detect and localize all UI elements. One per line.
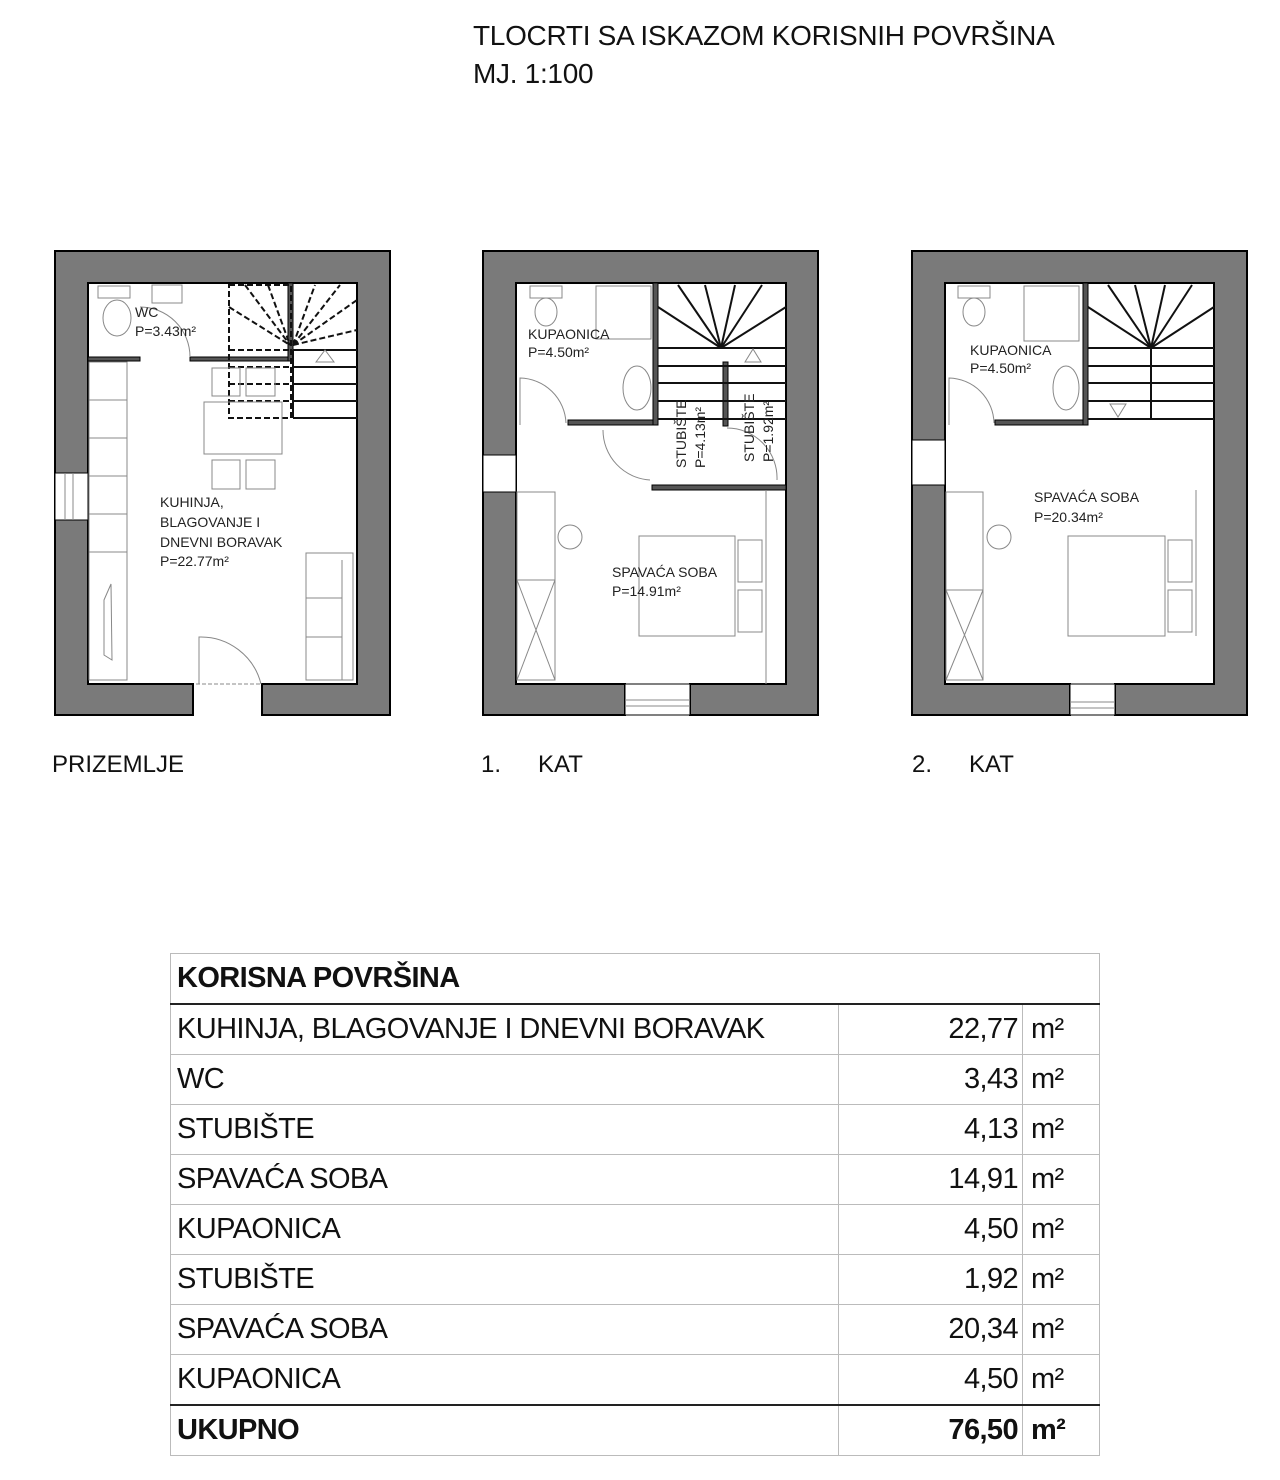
- plan-label-number: 1.: [481, 751, 502, 778]
- area-table: [170, 953, 1100, 1456]
- room-label: KUHINJA,: [160, 494, 224, 510]
- room-name: STUBIŠTE: [171, 1255, 839, 1305]
- room-label: KUPAONICA: [528, 326, 610, 342]
- unit: m²: [1023, 1004, 1100, 1055]
- table-row: [171, 1305, 1100, 1355]
- room-name: STUBIŠTE: [171, 1105, 839, 1155]
- window: [912, 440, 945, 485]
- room-area: P=1.92m²: [760, 400, 776, 462]
- room-name: SPAVAĆA SOBA: [171, 1305, 839, 1355]
- unit: m²: [1023, 1405, 1100, 1456]
- stair-arrow-icon: [1110, 404, 1126, 417]
- exterior-wall: [55, 251, 390, 715]
- chair: [246, 460, 275, 489]
- chair: [246, 368, 275, 396]
- plan-second-floor: [912, 251, 1247, 715]
- room-area-value: 22,77: [839, 1004, 1023, 1055]
- kitchen-counter: [89, 362, 127, 680]
- table-row: [171, 1004, 1100, 1055]
- room-name: KUPAONICA: [171, 1205, 839, 1255]
- wardrobe: [517, 492, 555, 680]
- window: [483, 455, 516, 492]
- sofa: [306, 553, 353, 680]
- toilet-icon: [963, 298, 985, 326]
- room-label: BLAGOVANJE I: [160, 514, 261, 530]
- toilet-icon: [535, 298, 557, 326]
- room-area: P=3.43m²: [135, 323, 197, 339]
- washbasin: [1053, 366, 1079, 410]
- room-name: KUPAONICA: [171, 1355, 839, 1406]
- stair-arrow-icon: [316, 350, 334, 362]
- pillow: [1168, 540, 1192, 582]
- bed: [1068, 536, 1165, 636]
- unit: m²: [1023, 1155, 1100, 1205]
- plan-label-first-floor: KAT: [538, 751, 583, 778]
- window: [55, 473, 88, 520]
- window: [1070, 684, 1115, 715]
- room-area-value: 4,50: [839, 1205, 1023, 1255]
- interior-wall: [88, 357, 140, 361]
- unit: m²: [1023, 1055, 1100, 1105]
- lamp: [987, 525, 1011, 549]
- room-name: WC: [171, 1055, 839, 1105]
- room-area-value: 4,50: [839, 1355, 1023, 1406]
- room-label: SPAVAĆA SOBA: [1034, 489, 1140, 505]
- pillow: [738, 540, 762, 582]
- plan-label-ground-floor: PRIZEMLJE: [52, 751, 185, 778]
- room-area-value: 1,92: [839, 1255, 1023, 1305]
- room-label: DNEVNI BORAVAK: [160, 534, 283, 550]
- table-row: [171, 1255, 1100, 1305]
- total-value: 76,50: [839, 1405, 1023, 1456]
- lamp: [558, 525, 582, 549]
- staircase: [658, 285, 786, 419]
- room-area: P=20.34m²: [1034, 509, 1103, 525]
- room-area-value: 14,91: [839, 1155, 1023, 1205]
- room-area-value: 3,43: [839, 1055, 1023, 1105]
- room-label: KUPAONICA: [970, 342, 1052, 358]
- room-label: WC: [135, 304, 159, 320]
- plan-label-second-floor: KAT: [969, 751, 1014, 778]
- bathroom-door: [949, 378, 994, 425]
- room-area: P=4.50m²: [528, 344, 590, 360]
- entrance-door: [199, 637, 261, 684]
- room-area: P=4.13m²: [692, 406, 708, 468]
- room-area-value: 20,34: [839, 1305, 1023, 1355]
- bathroom-door: [520, 378, 566, 425]
- total-label: UKUPNO: [171, 1405, 839, 1456]
- sink-icon: [98, 286, 130, 298]
- room-label: STUBIŠTE: [673, 399, 689, 468]
- stair-door: [603, 430, 650, 480]
- unit: m²: [1023, 1255, 1100, 1305]
- unit: m²: [1023, 1205, 1100, 1255]
- chair: [212, 368, 240, 396]
- unit: m²: [1023, 1305, 1100, 1355]
- unit: m²: [1023, 1355, 1100, 1406]
- table-row: [171, 1155, 1100, 1205]
- room-name: SPAVAĆA SOBA: [171, 1155, 839, 1205]
- room-area-value: 4,13: [839, 1105, 1023, 1155]
- dining-table: [204, 402, 282, 454]
- tv: [104, 584, 112, 660]
- stair-arrow-icon: [745, 349, 761, 362]
- table-row: [171, 1105, 1100, 1155]
- room-area: P=22.77m²: [160, 553, 229, 569]
- table-row: [171, 1205, 1100, 1255]
- unit: m²: [1023, 1105, 1100, 1155]
- table-row: [171, 1355, 1100, 1406]
- plan-first-floor: [483, 251, 818, 715]
- washbasin: [623, 366, 651, 410]
- shower: [1024, 286, 1079, 341]
- room-name: KUHINJA, BLAGOVANJE I DNEVNI BORAVAK: [171, 1004, 839, 1055]
- plan-ground-floor: [55, 251, 390, 715]
- toilet-icon: [103, 300, 131, 336]
- drawing-scale: MJ. 1:100: [473, 58, 594, 89]
- pillow: [1168, 590, 1192, 632]
- room-area: P=14.91m²: [612, 583, 681, 599]
- room-label: SPAVAĆA SOBA: [612, 564, 718, 580]
- staircase: [1088, 285, 1214, 419]
- pillow: [738, 590, 762, 632]
- table-row: [171, 1055, 1100, 1105]
- table-total-row: [171, 1405, 1100, 1456]
- room-label: STUBIŠTE: [741, 393, 757, 462]
- table-title: KORISNA POVRŠINA: [171, 954, 1100, 1005]
- chair: [212, 460, 240, 489]
- interior-wall: [190, 357, 290, 361]
- plan-label-number: 2.: [912, 751, 933, 778]
- room-area: P=4.50m²: [970, 360, 1032, 376]
- table-header: [171, 954, 1100, 1005]
- drawing-title: TLOCRTI SA ISKAZOM KORISNIH POVRŠINA: [473, 20, 1055, 51]
- wardrobe: [946, 492, 983, 680]
